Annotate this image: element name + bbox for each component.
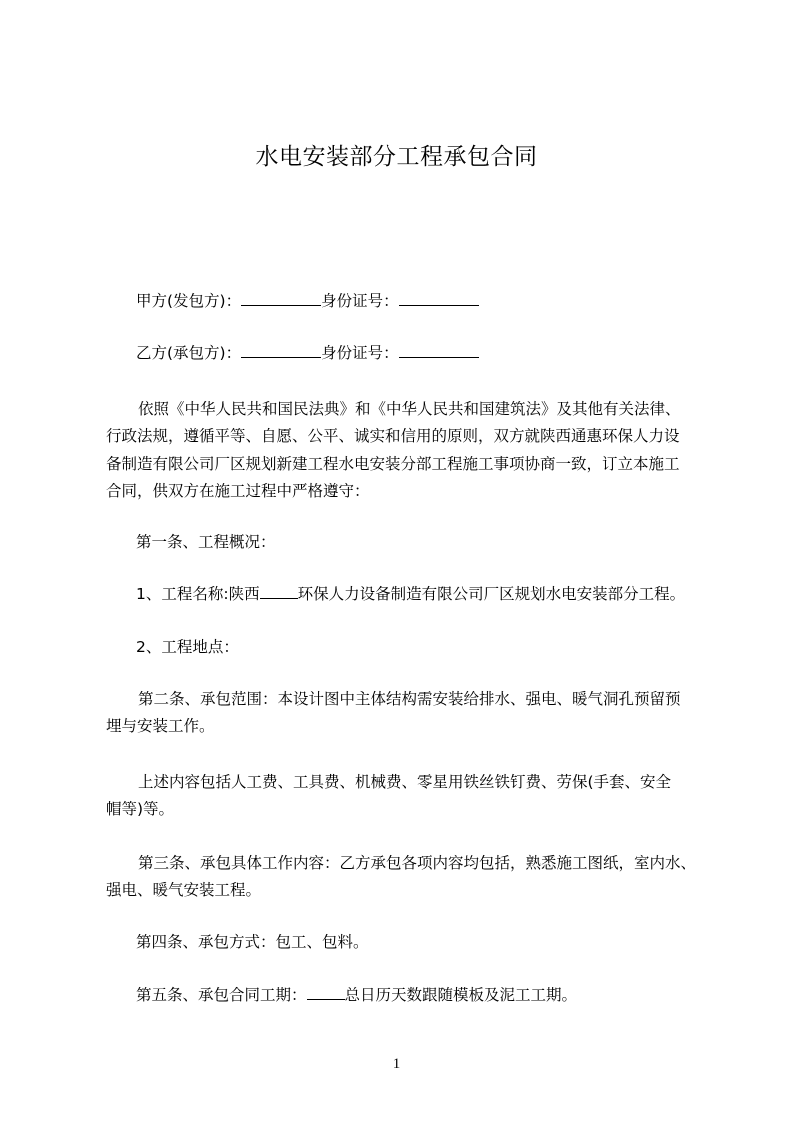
party-b-id-label: 身份证号： <box>321 344 399 362</box>
party-a-label: 甲方(发包方)： <box>136 292 242 310</box>
scope-note-line-2: 帽等)等。 <box>106 800 175 818</box>
party-b-name-blank <box>241 343 321 358</box>
article-3-line-1: 第三条、承包具体工作内容：乙方承包各项内容均包括，熟悉施工图纸，室内水、 <box>138 854 697 872</box>
party-a-name-blank <box>241 291 321 306</box>
document-title: 水电安装部分工程承包合同 <box>255 144 538 170</box>
preamble-line-3: 备制造有限公司厂区规划新建工程水电安装分部工程施工事项协商一致，订立本施工 <box>106 455 680 473</box>
party-a-id-label: 身份证号： <box>321 292 399 310</box>
project-name-blank <box>260 584 298 599</box>
article-2-line-1: 第二条、承包范围：本设计图中主体结构需安装给排水、强电、暖气洞孔预留预 <box>138 690 681 708</box>
duration-blank <box>307 985 345 1000</box>
article-3-line-2: 强电、暖气安装工程。 <box>106 881 262 899</box>
preamble-line-4: 合同，供双方在施工过程中严格遵守： <box>106 482 370 500</box>
article-4: 第四条、承包方式：包工、包料。 <box>136 933 369 951</box>
article-1-item-1 <box>136 581 685 607</box>
party-b-id-blank <box>399 343 479 358</box>
party-a-id-blank <box>399 291 479 306</box>
scope-note-line-1: 上述内容包括人工费、工具费、机械费、零星用铁丝铁钉费、劳保(手套、安全 <box>138 773 672 791</box>
article-5 <box>136 982 577 1008</box>
duration-suffix: 总日历天数跟随模板及泥工工期。 <box>344 986 578 1004</box>
page-number: 1 <box>392 1056 401 1072</box>
article-2-line-2: 埋与安装工作。 <box>106 717 215 735</box>
project-name-suffix: 环保人力设备制造有限公司厂区规划水电安装部分工程。 <box>297 585 686 603</box>
party-b-line <box>136 340 479 366</box>
duration-prefix: 第五条、承包合同工期： <box>136 986 307 1004</box>
project-name-prefix: 1、工程名称:陕西 <box>136 585 260 603</box>
preamble-line-1: 依照《中华人民共和国民法典》和《中华人民共和国建筑法》及其他有关法律、 <box>138 400 681 418</box>
party-a-line <box>136 288 479 314</box>
article-1-item-2: 2、工程地点： <box>136 638 239 656</box>
article-1-heading: 第一条、工程概况： <box>136 533 276 551</box>
preamble-line-2: 行政法规，遵循平等、自愿、公平、诚实和信用的原则，双方就陕西通惠环保人力设 <box>106 427 680 445</box>
party-b-label: 乙方(承包方)： <box>136 344 242 362</box>
